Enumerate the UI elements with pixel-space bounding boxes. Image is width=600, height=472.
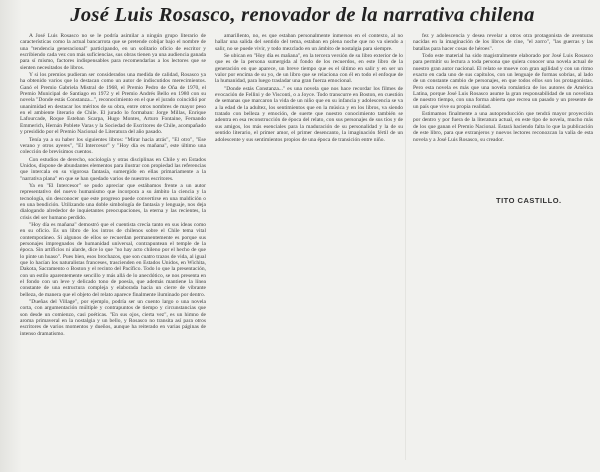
author-signature: TITO CASTILLO. (496, 196, 562, 205)
article-paragraph: Ya en "El Intercesor" se pudo apreciar que estábamos frente a un autor representativo del nuevo humanismo que incorpora a su ámbito la ciencia y la tecnología, sin desconocer que este progreso puede convertirse en una maldición o en una bendición. Utilizando una doble simbología de fantasía y lenguaje, nos deja dialogando alrededor de inquietantes preocupaciones, la eterna y las recientes, la crisis del ser humano perdido. (20, 182, 206, 221)
article-paragraph: Tenía ya a su haber los siguientes libros: "Mirar hacia atrás", "El otro", "Ese verano y otros ayeres", "El Intercesor" y "Hoy día es mañana", este último una colección de brevísimos cuentos. (20, 136, 206, 156)
article-paragraph: Se ubican en "Hoy día es mañana", en la tercera versión de su libro exterior de lo que es de la persona sumergida al fondo de los recuerdos, en este libro de la generación en que aparece, un breve tiempo que es el último en salir y en ser un valor por encima de su yo, de un libro que se relaciona con él en todo el enfoque de la humanidad, para luego trasladar una gran fuerza emocional. (215, 53, 403, 85)
column-divider (405, 40, 406, 460)
article-paragraph: fez y adolescencia y desea revelar a otros otra protagonista de aventuras nacidas en la imaginación de los libros de cine, "el zorro", "las guerras y las batallas para hacer cosas de héroes". (413, 33, 593, 52)
article-paragraph: Todo este material ha sido magistralmente elaborado por José Luis Rosasco para permitir su lectura a toda persona que quiera conocer una novela actual de nuestro gran autor nacional. El relato se mueve con gran agilidad y con un ritmo exacto en cada uno de sus capítulos, con un lenguaje de formas sobrias, al lado de un constante cambio de personajes, en que todos ellos son los protagonistas. Pero esta novela es más que una novela romántica de los autores de América Latina, porque José Luis Rosasco asume la gran responsabilidad de un novelista de nuestro tiempo, con una forma abierta que recrea un pasado y un presente de un país que vive su propia realidad. (413, 53, 593, 110)
article-paragraph: "Hoy día es mañana" demostró que el cuentista crecía tanto en sus ideas como en su oficio. Es un libro de los intros de chilenos sobre el Chile tema vital contemporáneo. Si algunos de ellos se recuerdan permanentemente es porque sus personajes impregnados de humanidad universal, contrapuntean el temple de la época. Sin artificios ni alarde, dice lo que "no hay acto chileno por el hecho de que lo pinte un huaso". Pues bien, esos brochazos, que son cuatro trazos de vida, al igual que lo hacían los naturalistas franceses, trascienden en Estados Unidos, en Wichita, Dakota, Sacramento o Boston y el recinto del Pacífico. Todo lo que la presentación, con un estilo aparentemente sencillo y más allá de lo anecdótico, se nos presenta en el fondo con un leve y delicado tono de poesía, que además mantiene la línea constante de una estructura compleja y elaborada hacia un cierre de vibrante belleza, de manera que el objeto del relato aparece finalmente iluminado por dentro. (20, 221, 206, 298)
paper-edge-shadow (0, 0, 22, 472)
article-column-3 (413, 33, 593, 195)
article-column-1 (20, 33, 206, 472)
article-paragraph: amarillento, no, es que estaban personalmente inmersos en el contexto, al no hallar una salida del sentido del tema, estaban en plena noche que no va siendo a salir, no se puede vivir, y todo mezclado en un ámbito de nostalgia para siempre. (215, 33, 403, 52)
article-column-2 (215, 33, 403, 472)
article-paragraph: "Donde estás Constanza..." es una novela que nos hace recordar los filmes de evocación de Fellini y de Visconti, o a Joyce. Todo transcurre en Boston, en cuestión de semanas que marcaron la vida de un niño que en su infancia y adolescencia se va a la edad de la adultez, los sentimientos que en la música y en los libros, va siendo tratado con belleza y emoción, de suerte que nuestro conocimiento también se adentra en esa reconstrucción de época del relato, con sus personajes de sus tíos y de sus amigos, los más esenciales para la maduración de su personalidad y la de su sentido literario, el primer amor, el primer desencanto, la imaginación fértil de un adolescente y sus sentimientos propios de una época de transición entre niño. (215, 85, 403, 143)
article-paragraph: Y si los premios pudieran ser considerados una medida de calidad, Rosasco ya ha obtenido varios que lo destacan como un autor de indiscutidos merecimientos. Ganó el Premio Gabriela Mistral de 1968, el Premio Pedro de Oña de 1970, el Premio Municipal de Santiago en 1972 y el Premio Andrés Bello en 1980 con su novela "Donde estás Constanza...", reconocimiento en el que el jurado coincidió por unanimidad en destacar los méritos de su obra, entre otros nombres de mayor peso en el ambiente literario de Chile. El jurado lo formaban: Jorge Millas, Enrique Lafourcade, Roque Esteban Scarpa, Hugo Montes, Arturo Fontaine, Fernando Emmerich, Hernán Poblete Varas y la Sociedad de Escritores de Chile, acompañado y presidido por el Premio Nacional de Literatura del año pasado. (20, 72, 206, 136)
article-paragraph: Estimamos finalmente a una autoproducción que tendrá mayor proyección por dentro y por fuera de la literatura actual, en este tipo de novela, mucho más de los que ganan el Premio Nacional. Estará haciendo falta lo que la publicación de este libro, para que extranjeros y nuevos lectores reconozcan la valía de esta novela y a José Luis Rosasco, su creador. (413, 111, 593, 143)
article-paragraph: "Dueñas del Village", por ejemplo, podría ser un cuento largo o una novela corta, con argumentación múltiple y contrapuntos de tiempo y circunstancias que son desde un comienzo, casi poéticas. "En sus ojos, cierta vez", es un himno de aroma primaveral en la nostalgia y un bello, y Rosasco no transita así para otros escritores de varios momentos y dueños, aunque ha reiterado en varias páginas de intenso dramatismo. (20, 299, 206, 337)
article-headline: José Luis Rosasco, renovador de la narrativa chilena (70, 4, 535, 26)
article-paragraph: A José Luis Rosasco no se le podría asimilar a ningún grupo literario de características como la actual bancarrota que se pretende cobijar bajo el nombre de una "tendencia generacional" participando, en un solitario oficio de escritor y escribiendo cada vez con más suficiencias, sus obras tienen ya una audiencia ganada para sí mismo, factores indispensables para recomendarlas a los lectores que se sienten necesitados de libros. (20, 33, 206, 71)
article-paragraph: Con estudios de derecho, sociología y otras disciplinas en Chile y en Estados Unidos, dispone de abundantes elementos para ilustrar con propiedad las referencias que intercala en su vigorosa fantasía, sumergido en ellas primariamente a la "narrativa plana" en que se han quedado varios de nuestros escritores. (20, 156, 206, 182)
